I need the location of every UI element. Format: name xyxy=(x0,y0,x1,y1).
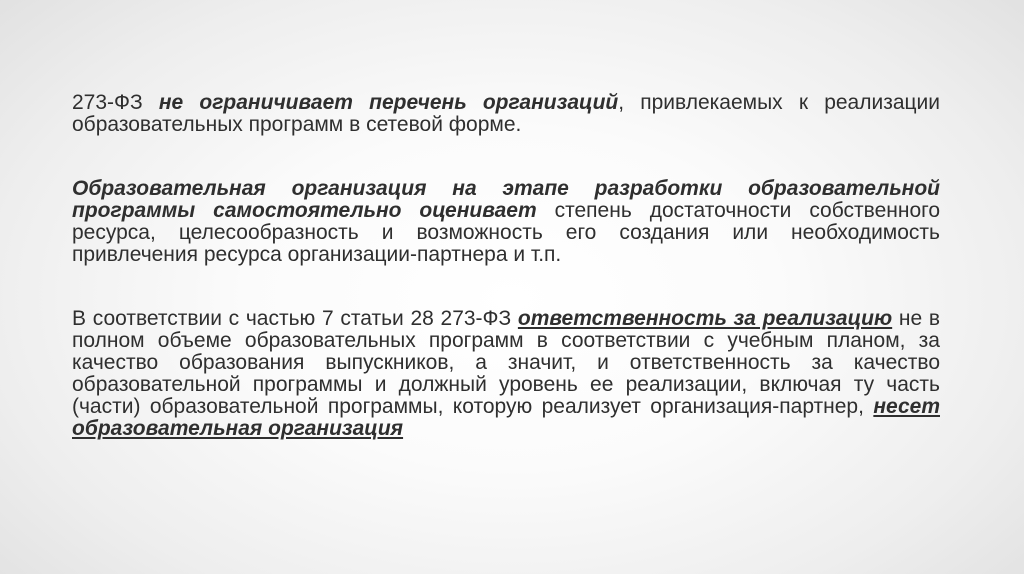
emphasis-run: не ограничивает перечень организаций xyxy=(158,91,619,114)
text-run: не в полном объеме образовательных программ в соответствии с учебным планом, за качество образования выпускников, а значит, и ответственность за качество образовательной программы и должный уровень ее реализации, включая ту часть (части) образовательной программы, которую реализует организация-партнер, xyxy=(72,307,940,418)
emphasis-run-underlined: ответственность за реализацию xyxy=(517,307,893,330)
text-run: степень достаточности собственного ресурса, целесообразность и возможность его создания или необходимость привлечения ресурса организации-партнера и т.п. xyxy=(72,199,941,266)
paragraph-self-assessment xyxy=(72,178,940,266)
slide-text-body xyxy=(72,92,940,440)
text-run: В соответствии с частью 7 статьи 28 273-ФЗ xyxy=(72,307,518,330)
emphasis-run: Образовательная организация на этапе разработки образовательной программы самостоятельно оценивает xyxy=(72,177,940,222)
text-run: 273-ФЗ xyxy=(72,91,159,114)
paragraph-responsibility xyxy=(72,308,940,440)
paragraph-limits xyxy=(72,92,940,136)
emphasis-run-underlined: несет образовательная организация xyxy=(72,395,940,440)
text-run: , привлекаемых к реализации образовательных программ в сетевой форме. xyxy=(72,91,941,136)
